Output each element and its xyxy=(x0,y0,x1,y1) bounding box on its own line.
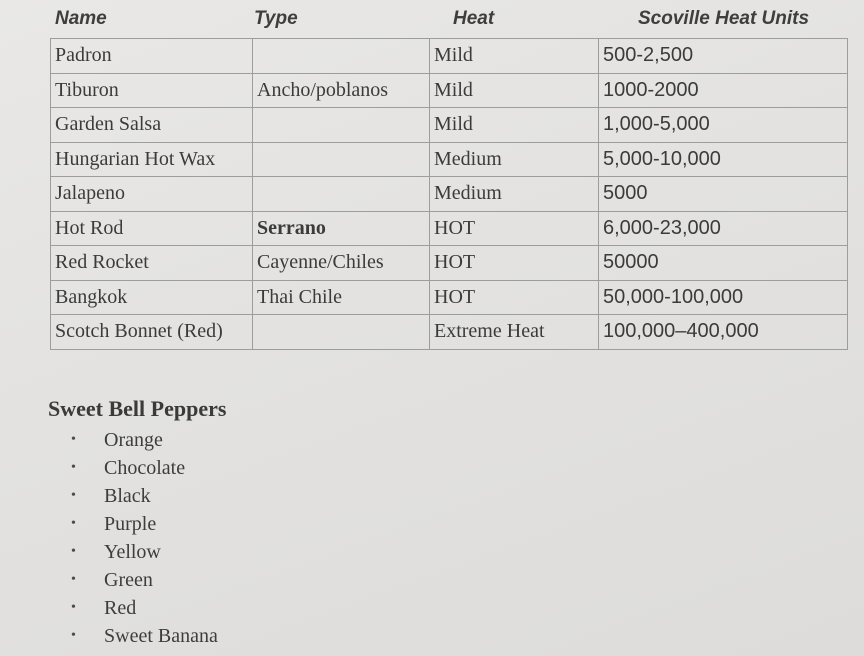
bullet-icon: • xyxy=(71,460,76,475)
cell-name: Hot Rod xyxy=(51,211,253,246)
column-header-scoville-units: Scoville Heat Units xyxy=(638,8,810,29)
bullet-icon: • xyxy=(71,600,76,615)
list-item xyxy=(48,510,226,538)
section-heading: Sweet Bell Peppers xyxy=(48,396,227,421)
list-item-label: Orange xyxy=(104,429,163,451)
cell-type: Thai Chile xyxy=(253,280,430,315)
list-item-label: Red xyxy=(104,597,137,619)
cell-type xyxy=(253,177,430,212)
cell-heat: Mild xyxy=(430,73,599,108)
list-item-label: Yellow xyxy=(104,541,161,563)
cell-scoville-units: 1,000-5,000 xyxy=(599,108,848,143)
column-header-heat: Heat xyxy=(453,8,495,29)
cell-scoville-units: 5,000-10,000 xyxy=(599,142,848,177)
cell-heat: Medium xyxy=(430,142,599,177)
bullet-icon: • xyxy=(71,544,76,559)
cell-scoville-units: 50,000-100,000 xyxy=(599,280,848,315)
list-item xyxy=(48,566,226,594)
table-row xyxy=(51,177,848,212)
bullet-icon: • xyxy=(71,628,76,643)
table-row xyxy=(51,246,848,281)
cell-name: Red Rocket xyxy=(51,246,253,281)
cell-name: Tiburon xyxy=(51,73,253,108)
cell-name: Jalapeno xyxy=(51,177,253,212)
sweet-peppers-section xyxy=(48,396,226,650)
cell-name: Bangkok xyxy=(51,280,253,315)
cell-type: Cayenne/Chiles xyxy=(253,246,430,281)
column-header-type: Type xyxy=(254,8,298,29)
cell-type xyxy=(253,39,430,74)
cell-name: Padron xyxy=(51,39,253,74)
cell-scoville-units: 100,000–400,000 xyxy=(599,315,848,350)
sweet-peppers-list xyxy=(48,426,226,650)
cell-scoville-units: 500-2,500 xyxy=(599,39,848,74)
list-item-label: Chocolate xyxy=(104,457,186,479)
cell-name: Scotch Bonnet (Red) xyxy=(51,315,253,350)
cell-heat: Extreme Heat xyxy=(430,315,599,350)
cell-heat: Medium xyxy=(430,177,599,212)
cell-type: Serrano xyxy=(253,211,430,246)
bullet-icon: • xyxy=(71,516,76,531)
list-item xyxy=(48,622,226,650)
list-item-label: Sweet Banana xyxy=(104,625,218,647)
table-row xyxy=(51,280,848,315)
cell-heat: HOT xyxy=(430,246,599,281)
cell-scoville-units: 1000-2000 xyxy=(599,73,848,108)
table-row xyxy=(51,73,848,108)
table-row xyxy=(51,211,848,246)
cell-name: Garden Salsa xyxy=(51,108,253,143)
list-item xyxy=(48,426,226,454)
cell-name: Hungarian Hot Wax xyxy=(51,142,253,177)
list-item xyxy=(48,538,226,566)
cell-heat: Mild xyxy=(430,39,599,74)
table-row xyxy=(51,108,848,143)
list-item xyxy=(48,594,226,622)
cell-heat: HOT xyxy=(430,280,599,315)
bullet-icon: • xyxy=(71,572,76,587)
list-item xyxy=(48,454,226,482)
list-item-label: Purple xyxy=(104,513,157,535)
list-item-label: Green xyxy=(104,569,153,591)
column-header-name: Name xyxy=(55,8,107,29)
cell-type xyxy=(253,108,430,143)
cell-heat: HOT xyxy=(430,211,599,246)
table-row xyxy=(51,39,848,74)
table-row xyxy=(51,315,848,350)
table-row xyxy=(51,142,848,177)
list-item xyxy=(48,482,226,510)
cell-type xyxy=(253,315,430,350)
list-item-label: Black xyxy=(104,485,151,507)
cell-type: Ancho/poblanos xyxy=(253,73,430,108)
cell-scoville-units: 5000 xyxy=(599,177,848,212)
cell-heat: Mild xyxy=(430,108,599,143)
bullet-icon: • xyxy=(71,432,76,447)
cell-scoville-units: 6,000-23,000 xyxy=(599,211,848,246)
cell-type xyxy=(253,142,430,177)
bullet-icon: • xyxy=(71,488,76,503)
cell-scoville-units: 50000 xyxy=(599,246,848,281)
pepper-heat-table xyxy=(50,38,848,350)
